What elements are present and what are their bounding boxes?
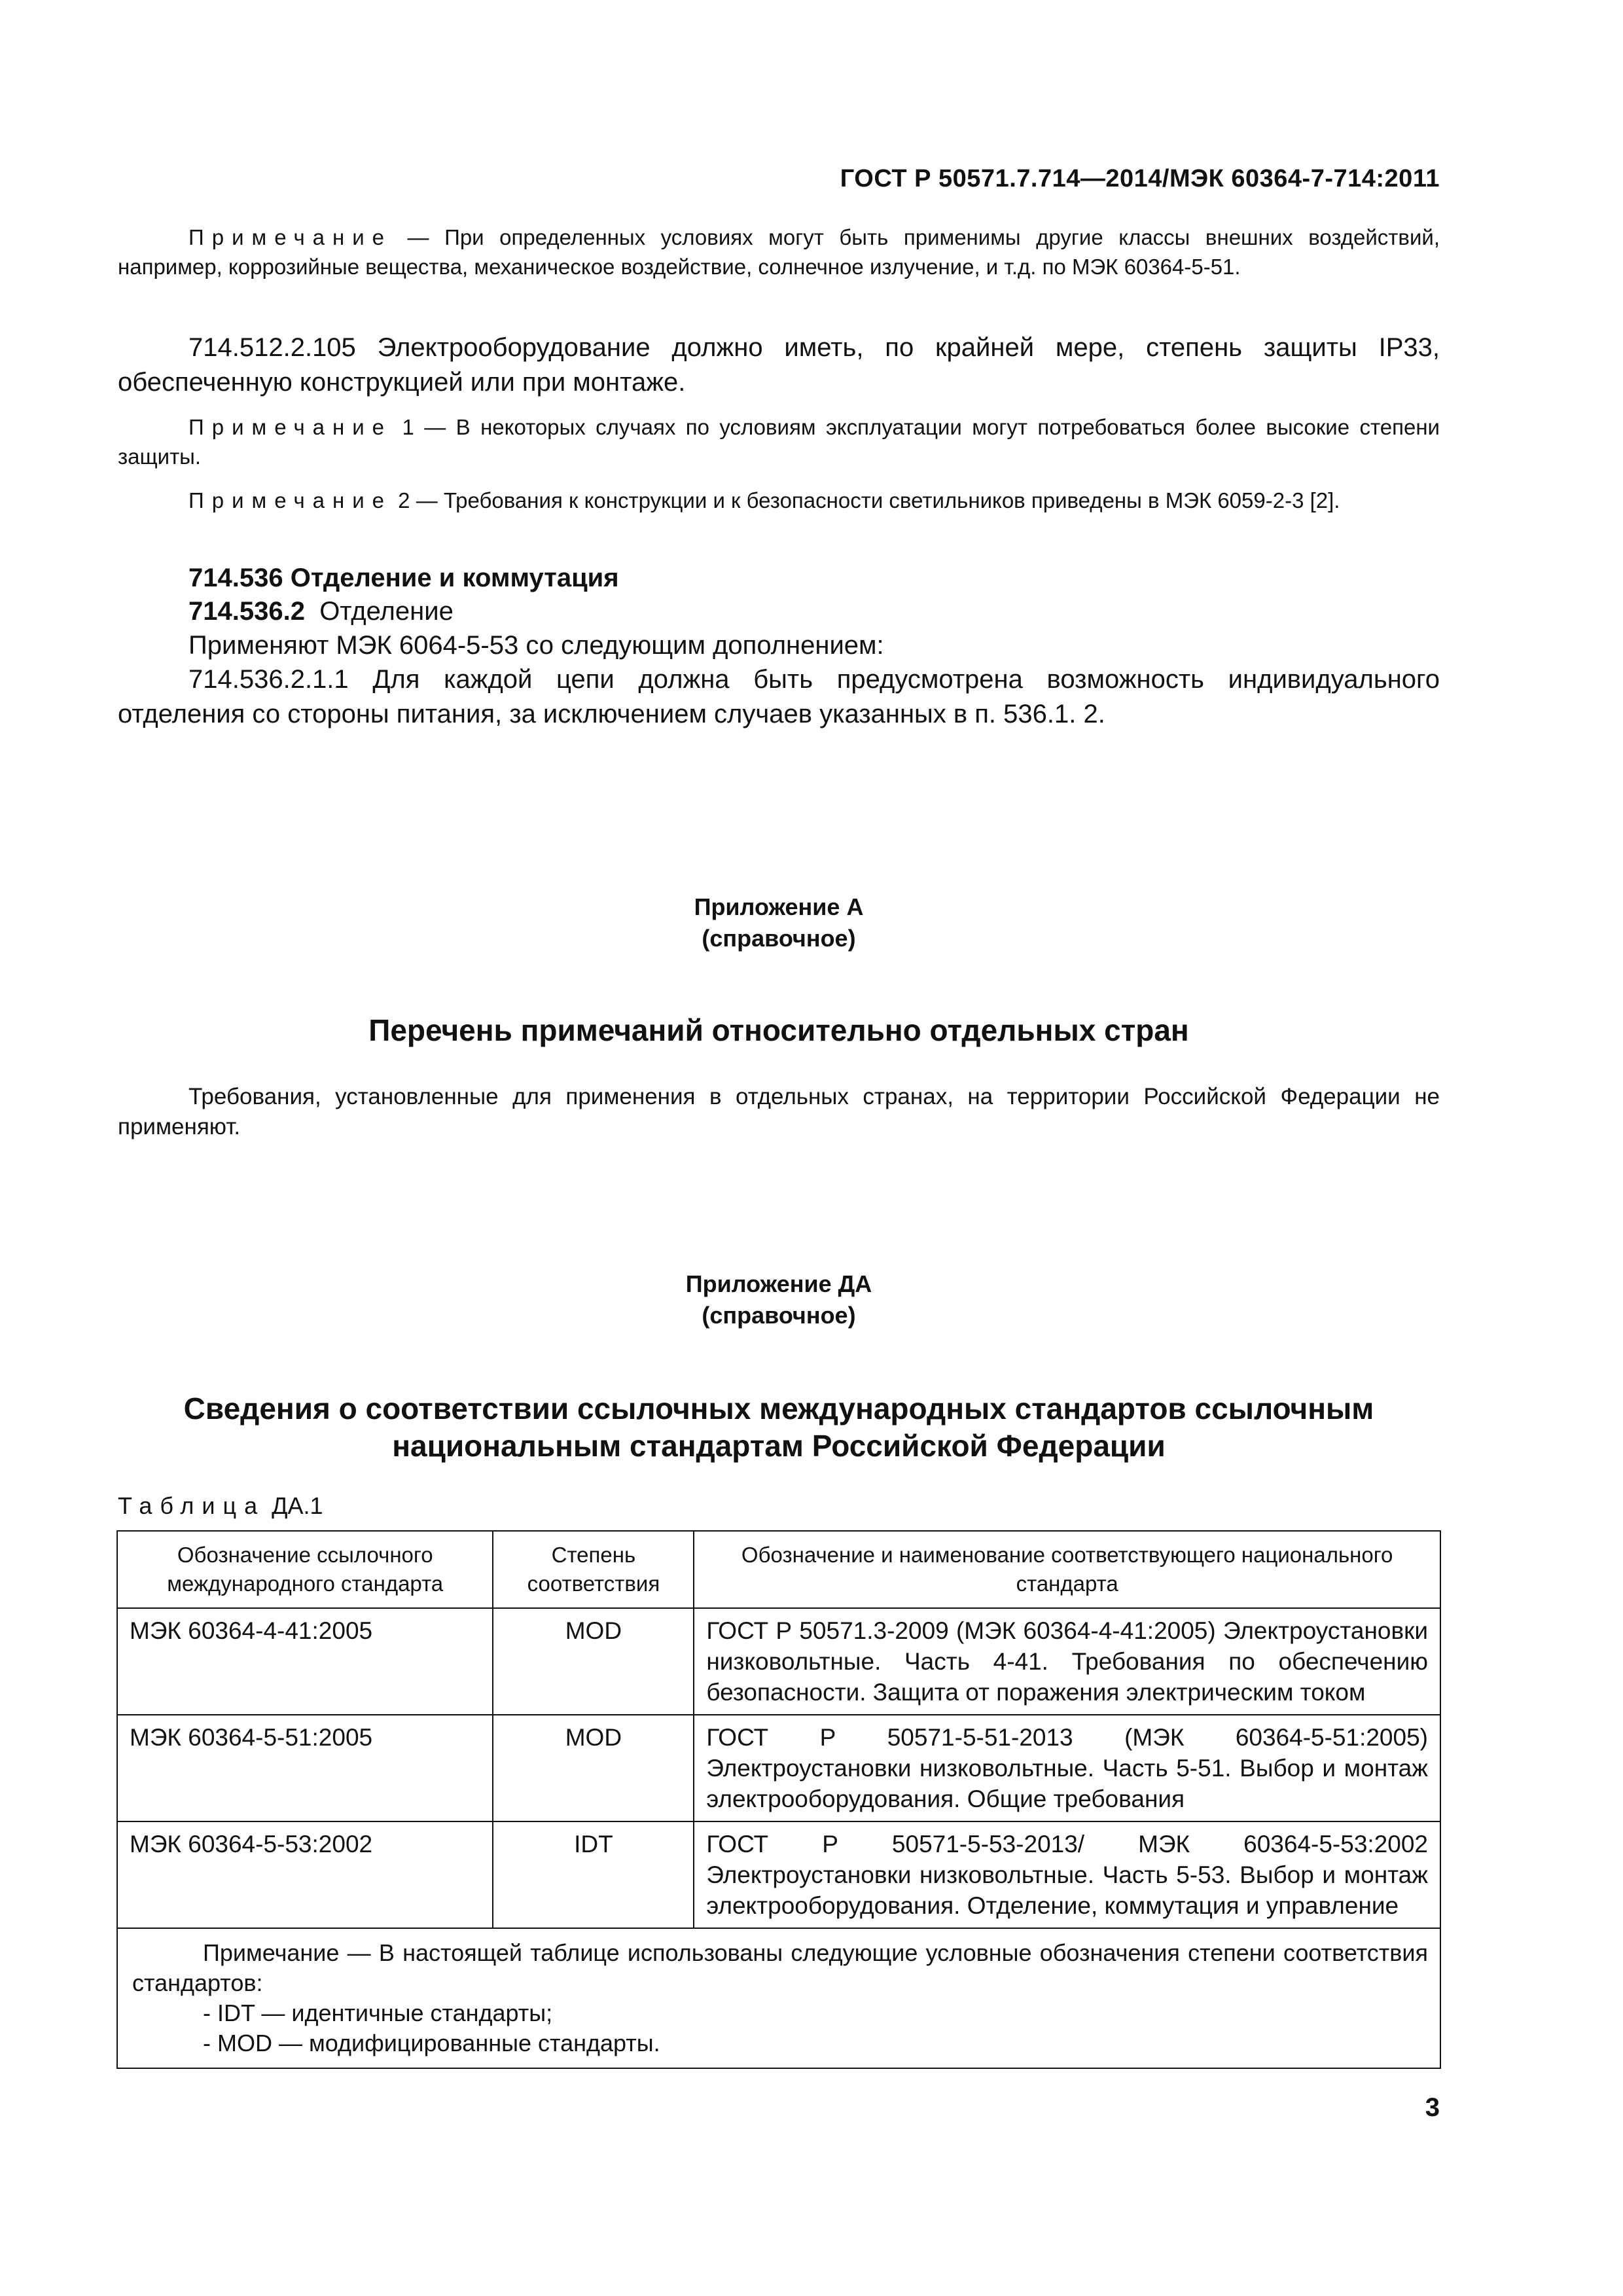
clause-text: 714.536.2.1.1 Для каждой цепи должна быть предусмотрена возможность индивидуального отделения со стороны питания, за исключением случаев указанных в п. 536.1. 2. <box>118 665 1440 728</box>
cell-degree: IDT <box>493 1821 694 1928</box>
table-row <box>117 1821 1440 1928</box>
table-row <box>117 1715 1440 1821</box>
appendix-da-label: Приложение ДА <box>685 1270 872 1297</box>
header-cell-international: Обозначение ссылочного международного стандарта <box>117 1531 493 1608</box>
appendix-a-kind: (справочное) <box>702 925 856 952</box>
table-header-row <box>117 1531 1440 1608</box>
section-heading <box>118 561 1440 596</box>
clause-paragraph <box>118 662 1440 732</box>
clause-paragraph <box>118 331 1440 400</box>
clause-paragraph <box>118 628 1440 663</box>
appendix-da-title-line-1: Сведения о соответствии ссылочных международных стандартов ссылочным <box>183 1391 1374 1426</box>
cell-degree: MOD <box>493 1715 694 1821</box>
note-label: Примечание <box>188 488 393 512</box>
table-note-item: - IDT — идентичные стандарты; <box>203 2000 553 2026</box>
table-note-item: - MOD — модифицированные стандарты. <box>203 2030 660 2056</box>
note-text: 1 — В некоторых случаях по условиям эксплуатации могут потребоваться более высокие степени защиты. <box>118 415 1440 469</box>
appendix-a-label: Приложение А <box>694 893 864 920</box>
cell-national-standard: ГОСТ Р 50571-5-51-2013 (МЭК 60364-5-51:2005) Электроустановки низковольтные. Часть 5-51. Выбор и монтаж электрооборудования. Общие требования <box>694 1715 1440 1821</box>
cell-international-standard: МЭК 60364-5-53:2002 <box>117 1821 493 1928</box>
cell-international-standard: МЭК 60364-4-41:2005 <box>117 1608 493 1715</box>
cell-national-standard: ГОСТ Р 50571-5-53-2013/ МЭК 60364-5-53:2002 Электроустановки низковольтные. Часть 5-53. Выбор и монтаж электрооборудования. Отделение, коммутация и управление <box>694 1821 1440 1928</box>
cell-degree: MOD <box>493 1608 694 1715</box>
note-paragraph <box>118 486 1440 515</box>
appendix-a-text: Требования, установленные для применения в отдельных странах, на территории Российской Федерации не применяют. <box>118 1084 1440 1139</box>
note-paragraph <box>118 223 1440 281</box>
cell-national-standard: ГОСТ Р 50571.3-2009 (МЭК 60364-4-41:2005) Электроустановки низковольтные. Часть 4-41. Требования по обеспечению безопасности. Защита от поражения электрическим током <box>694 1608 1440 1715</box>
subsection-title: Отделение <box>319 597 454 626</box>
table-note-row <box>117 1928 1440 2068</box>
table-caption-label: Таблица <box>118 1492 266 1519</box>
note-text: 2 — Требования к конструкции и к безопасности светильников приведены в МЭК 6059-2-3 [2]. <box>392 488 1340 512</box>
table-row <box>117 1608 1440 1715</box>
appendix-a-title: Перечень примечаний относительно отдельных стран <box>368 1013 1189 1047</box>
page-number: 3 <box>1425 2093 1440 2122</box>
header-cell-national: Обозначение и наименование соответствующего национального стандарта <box>694 1531 1440 1608</box>
table-caption <box>118 1492 323 1520</box>
section-heading-text: 714.536 Отделение и коммутация <box>188 564 619 592</box>
table-caption-number: ДА.1 <box>265 1492 323 1519</box>
note-label: Примечание <box>188 225 393 249</box>
appendix-da-title-line-2: национальным стандартам Российской Федерации <box>392 1429 1166 1463</box>
subsection-number: 714.536.2 <box>188 597 305 626</box>
header-cell-degree: Степень соответствия <box>493 1531 694 1608</box>
table-note-cell <box>117 1928 1440 2068</box>
document-header: ГОСТ Р 50571.7.714—2014/МЭК 60364-7-714:2011 <box>840 165 1440 192</box>
clause-text: Применяют МЭК 6064-5-53 со следующим дополнением: <box>188 631 884 660</box>
standards-table <box>116 1530 1441 2069</box>
table-note-text: Примечание — В настоящей таблице использованы следующие условные обозначения степени соответствия стандартов: <box>132 1939 1428 1996</box>
note-paragraph <box>118 412 1440 471</box>
cell-international-standard: МЭК 60364-5-51:2005 <box>117 1715 493 1821</box>
appendix-da-kind: (справочное) <box>702 1302 856 1329</box>
appendix-a-text-block <box>118 1082 1440 1142</box>
subsection-heading <box>118 594 1440 629</box>
note-text: — При определенных условиях могут быть применимы другие классы внешних воздействий, например, коррозийные вещества, механическое воздействие, солнечное излучение, и т.д. по МЭК 60364-5-51. <box>118 225 1440 279</box>
clause-text: 714.512.2.105 Электрооборудование должно иметь, по крайней мере, степень защиты IP33, обеспеченную конструкцией или при монтаже. <box>118 333 1440 397</box>
note-label: Примечание <box>188 415 393 439</box>
